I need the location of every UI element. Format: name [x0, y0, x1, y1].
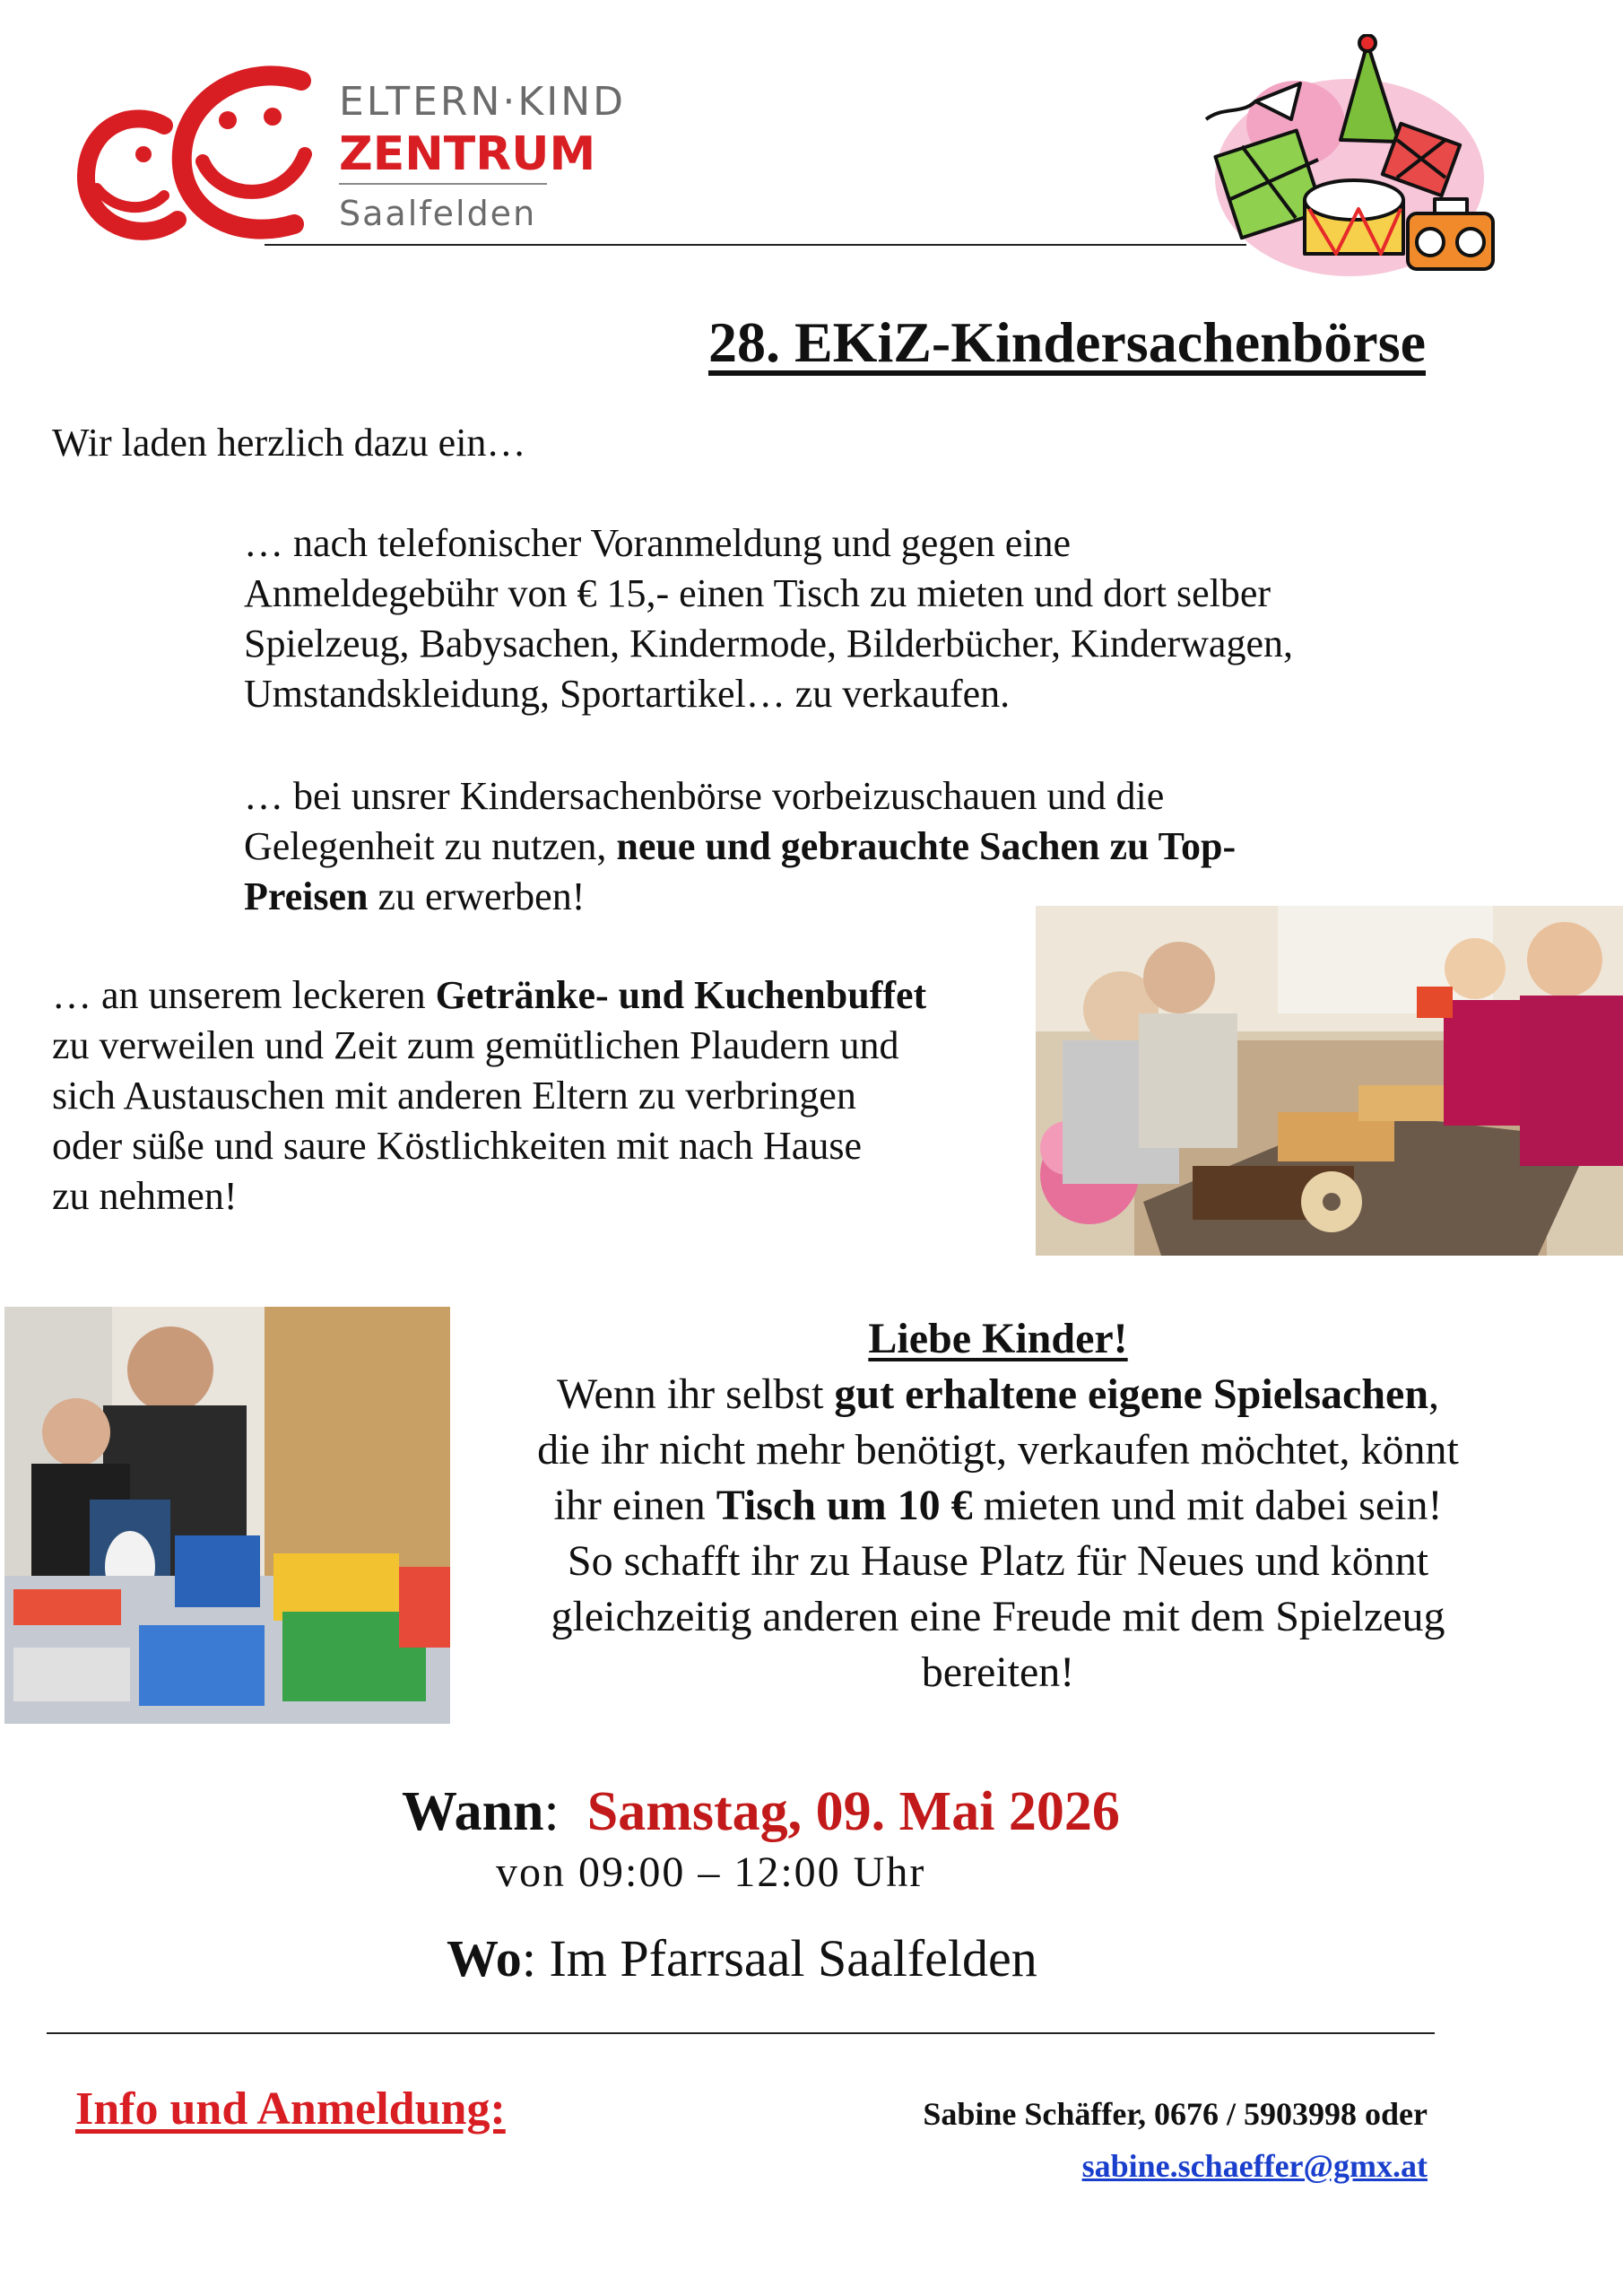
text-line: So schafft ihr zu Hause Platz für Neues und könnt — [567, 1537, 1429, 1585]
text-line: … bei unsrer Kindersachenbörse vorbeizuschauen und die — [244, 774, 1165, 818]
bold-text: neue und gebrauchte Sachen zu Top- — [616, 824, 1237, 868]
text-line: Umstandskleidung, Sportartikel… zu verkaufen. — [244, 672, 1011, 716]
logo-divider — [339, 183, 547, 185]
footer-divider — [47, 2032, 1435, 2034]
contact-email-link[interactable]: sabine.schaeffer@gmx.at — [1081, 2148, 1428, 2184]
text-line — [244, 822, 1463, 872]
text-line — [456, 1367, 1541, 1422]
paragraph-visit — [244, 771, 1463, 922]
text-line: Spielzeug, Babysachen, Kindermode, Bilderbücher, Kinderwagen, — [244, 622, 1293, 665]
text-line: sich Austauschen mit anderen Eltern zu verbringen — [52, 1074, 856, 1118]
logo-line-3: Saalfelden — [339, 194, 537, 233]
paragraph-buffet — [52, 970, 1038, 1222]
text-line: oder süße und saure Köstlichkeiten mit nach Hause — [52, 1124, 862, 1168]
text-line: Anmeldegebühr von € 15,- einen Tisch zu mieten und dort selber — [244, 571, 1271, 615]
text-span: zu erwerben! — [368, 874, 586, 918]
text-span: , — [1428, 1370, 1440, 1418]
bold-text: Preisen — [244, 874, 369, 918]
text-line — [52, 970, 1038, 1021]
where-label: Wo — [447, 1929, 522, 1987]
event-where: Wo: Im Pfarrsaal Saalfelden — [447, 1929, 1037, 1987]
text-line: zu verweilen und Zeit zum gemütlichen Plaudern und — [52, 1023, 899, 1067]
kids-heading: Liebe Kinder! — [868, 1315, 1128, 1362]
kids-toys-photo — [4, 1307, 450, 1724]
smiley-logo-icon — [70, 54, 339, 251]
logo-line-1: ELTERN·KIND — [339, 79, 627, 125]
text-line: zu nehmen! — [52, 1174, 238, 1218]
event-time: von 09:00 – 12:00 Uhr — [496, 1848, 926, 1896]
text-span: ihr einen — [553, 1482, 716, 1529]
toys-clipart-icon — [1193, 34, 1506, 294]
event-location: Im Pfarrsaal Saalfelden — [549, 1929, 1037, 1987]
page-title: 28. EKiZ-Kindersachenbörse — [707, 310, 1426, 374]
bold-text: Tisch um 10 € — [716, 1482, 973, 1529]
text-span: Wenn ihr selbst — [556, 1370, 835, 1418]
logo-line-2: ZENTRUM — [339, 127, 596, 181]
info-heading: Info und Anmeldung: — [75, 2083, 506, 2135]
text-span: mieten und mit dabei sein! — [972, 1482, 1443, 1529]
text-line: gleichzeitig anderen eine Freude mit dem Spielzeug — [551, 1593, 1445, 1640]
kids-section — [456, 1311, 1541, 1700]
paragraph-table-rental — [244, 518, 1463, 719]
text-span: … an unserem leckeren — [52, 973, 436, 1017]
text-line: bereiten! — [921, 1648, 1075, 1696]
bold-text: gut erhaltene eigene Spielsachen — [834, 1370, 1429, 1418]
logo — [70, 54, 339, 251]
when-label: Wann — [402, 1781, 544, 1842]
event-when: Wann: Samstag, 09. Mai 2026 — [402, 1781, 1120, 1842]
text-span: Gelegenheit zu nutzen, — [244, 824, 617, 868]
intro-text: Wir laden herzlich dazu ein… — [52, 421, 526, 465]
buffet-photo — [1036, 906, 1623, 1256]
contact-person: Sabine Schäffer, 0676 / 5903998 oder — [923, 2096, 1428, 2132]
text-line: … nach telefonischer Voranmeldung und gegen eine — [244, 521, 1072, 565]
header-divider — [265, 244, 1246, 246]
event-date: Samstag, 09. Mai 2026 — [586, 1781, 1120, 1842]
bold-text: Getränke- und Kuchenbuffet — [435, 973, 927, 1017]
text-line: die ihr nicht mehr benötigt, verkaufen möchtet, könnt — [537, 1426, 1459, 1474]
text-line — [456, 1478, 1541, 1534]
